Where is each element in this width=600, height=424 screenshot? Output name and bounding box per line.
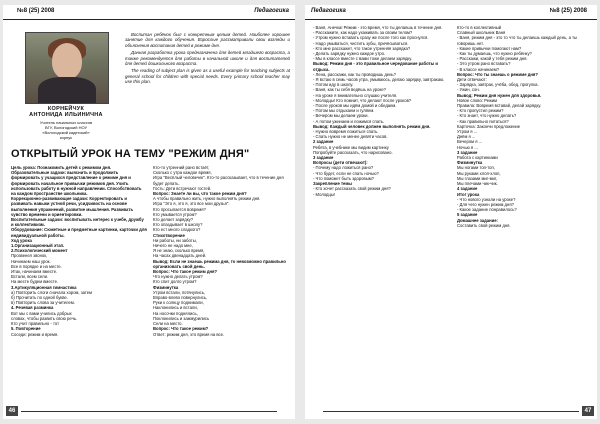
text-line: Ни работы, ни заботы, bbox=[153, 237, 197, 243]
text-line: Вывод: Каждый человек должен выполнять режим дня. bbox=[313, 123, 431, 129]
footer-rule bbox=[323, 411, 579, 412]
text-line: Ничего не надо мне, bbox=[153, 243, 193, 249]
left-page-header bbox=[3, 5, 295, 20]
text-line: 2 задание bbox=[313, 139, 334, 145]
text-line: Новое слово: Режим bbox=[457, 97, 498, 103]
text-line: - Ужин, сон. bbox=[457, 87, 480, 93]
text-line: Сели на место. bbox=[153, 321, 183, 327]
text-line: - Потом иду в школу. bbox=[313, 82, 354, 88]
text-line: - Кто пропустил режим? bbox=[457, 108, 504, 114]
text-line: Кто умывается утром? bbox=[153, 211, 197, 217]
footer-rule bbox=[21, 411, 277, 412]
article-abstract: Воспитан ребёнок был с конкретным целым детей. Наиболее хорошее занятие для каждого обучения. Взрослые рассматривали свои взгляды и объяснения воспитания детей в режиме дня. Данная разработка урока предназначена для детей младшего возраста, а также рекомендуется для работы в начальной школе и для воспитателей для детей дошкольного возраста. The reading of subject plan is given as a useful example for teaching subjects at general school for children with special needs. Every primary school teacher may use this plan. bbox=[125, 32, 290, 85]
text-line: - Какие привычки помогают нам? bbox=[457, 45, 522, 51]
text-line: - Молодцы! bbox=[313, 191, 336, 197]
text-line: Прозвенел звонок, bbox=[11, 253, 48, 259]
author-position: Учитель начальных классов ВГУ, Вологодский НОУ «Вологодский кадетский» корпус bbox=[39, 120, 93, 140]
text-line: Закрепление темы bbox=[313, 181, 352, 187]
text-line: Физминутка bbox=[457, 160, 483, 166]
text-line: 3 задание bbox=[313, 155, 334, 161]
text-line: б) Прочитать по одной букве. bbox=[11, 295, 68, 301]
text-line: Кто спит долго утром? bbox=[153, 279, 197, 285]
text-line: Вывод: Если не знаешь режима дня, то невозможно правильно организовать свой день. bbox=[153, 258, 286, 269]
right-page bbox=[305, 5, 597, 419]
text-line: Руки к солнцу поднимали, bbox=[153, 300, 204, 306]
text-line: Коррекционно-развивающие задачи: Корректировать и развивать навыки устной речи, усидчивость на основе выполнения упражнений, развитие мышления. Развивать чувство времени и ориентировки. bbox=[11, 196, 134, 217]
text-line: На месте будем вместе. bbox=[11, 279, 59, 285]
text-line: - Почему надо ложиться рано? bbox=[313, 165, 374, 171]
author-surname: КОРНЕЙЧУК bbox=[47, 106, 85, 112]
text-line: 5. Повторение bbox=[11, 326, 41, 332]
text-line: Сколько с утра каждое время, bbox=[153, 170, 212, 176]
text-line: - Молодцы! Кто помнит, что делают после уроков? bbox=[313, 97, 412, 103]
text-line: Оборудование: Сюжетные и предметные картинки, карточки для индивидуальной работы. bbox=[11, 227, 147, 238]
text-line: - Вечером мы делаем уроки. bbox=[313, 113, 369, 119]
text-line: словах, чтобы развить свою речь. bbox=[11, 315, 78, 321]
section-name: Педагогика bbox=[254, 8, 289, 14]
text-line: Вправо-влево повернулись, bbox=[153, 295, 208, 301]
right-page-column-1 bbox=[313, 25, 451, 400]
page-number: 46 bbox=[6, 406, 18, 416]
text-line: - Как ты думаешь, что нужно ребёнку? bbox=[457, 51, 532, 57]
text-line: Что нужно делать утром? bbox=[153, 274, 203, 280]
text-line: Славный школьник Ваня bbox=[457, 30, 506, 36]
text-line: Соседи: режим и время. bbox=[11, 331, 59, 337]
text-line: - Что поможет быть здоровым? bbox=[313, 175, 374, 181]
text-line: 4. Речевая разминка bbox=[11, 305, 54, 311]
text-line: - Нужно вовремя ложиться спать. bbox=[313, 129, 379, 135]
text-line: в) Повторить слова за учителем. bbox=[11, 300, 75, 306]
text-line: Домашнее задание: bbox=[457, 217, 498, 223]
text-line: Вопросы (дети отвечают): bbox=[313, 160, 368, 166]
text-line: Цель урока: Познакомить детей с режимом дня. bbox=[11, 165, 112, 170]
text-line: - Зарядка, завтрак, учёба, обед, прогулка. bbox=[457, 82, 539, 88]
text-line: - Кто мне расскажет, что такое утренняя зарядка? bbox=[313, 45, 411, 51]
text-line: Я не знаю, сколько время, bbox=[153, 248, 205, 254]
text-line: 3.Артикуляционная гимнастика bbox=[11, 284, 77, 290]
text-line: - Ваня, Анечка! Режим - это время, что ты делаешь в течение дня. bbox=[313, 25, 443, 30]
text-line: Вот мы с вами учились добрых bbox=[11, 310, 72, 316]
text-line: Кто просыпается вовремя? bbox=[153, 206, 206, 212]
text-line: Кто делает зарядку? bbox=[153, 217, 194, 223]
text-line: - А потом ужинаем и ложимся спать. bbox=[313, 118, 385, 124]
text-line: - В классе начинаем? bbox=[457, 66, 500, 72]
text-line: Гость: Дети встречают гостей. bbox=[153, 185, 212, 191]
text-line: - После уроков мы идём домой и обедаем. bbox=[313, 103, 397, 109]
text-line: Встали, всем сели. bbox=[11, 274, 49, 280]
text-line: Ответ: режим дня, это время на все. bbox=[153, 331, 225, 337]
text-line: Образовательные задачи: выяснить и продолжить формировать у учащихся представление о режиме дня и формировать начальное привычки режимов дня. Учить использовать работу в нужной направлении. Способствовать на каждом пространстве школьника. bbox=[11, 170, 142, 197]
text-line: Начинаем наш урок. bbox=[11, 258, 51, 264]
right-page-header bbox=[305, 5, 597, 20]
text-line: Кто-то в коллективный bbox=[457, 25, 502, 30]
text-line: Игра "Весёлый человечек". Кто-то рассказывает, что в течение дня будет делать. bbox=[153, 175, 284, 186]
text-line: Составить свой режим дня. bbox=[457, 222, 511, 228]
text-line: - Ваня, режим дня - это то что ты делаешь каждый день, а ты говоришь нет. bbox=[457, 35, 577, 46]
right-page-column-2 bbox=[457, 25, 591, 400]
text-line: 5 задание bbox=[457, 212, 478, 218]
text-line: На носочки поднялись, bbox=[153, 310, 198, 316]
text-line: Кто-то утренний рано встаёт, bbox=[153, 165, 210, 170]
text-line: Ночью я ... bbox=[457, 144, 478, 150]
text-line: Кто ест много сладкого? bbox=[153, 227, 201, 233]
text-line: Мы глазами миг-миг, bbox=[457, 175, 497, 181]
author-photo bbox=[25, 32, 109, 104]
text-line: - Это утром рано вставать? bbox=[457, 61, 511, 67]
text-line: Днём я ... bbox=[457, 134, 476, 140]
text-line: Игра "Это я, это я, это все мои друзья". bbox=[153, 201, 230, 207]
text-line: Кто опаздывает в школу? bbox=[153, 222, 203, 228]
text-line: Итог урока bbox=[457, 191, 480, 197]
author-given-name: АНТОНИДА ИЛЬИНИЧНА bbox=[29, 112, 103, 118]
left-page bbox=[3, 5, 295, 419]
text-line: - Ваня, как ты себя ведёшь на уроке? bbox=[313, 87, 386, 93]
text-line: - Спать нужно не менее девяти часов. bbox=[313, 134, 388, 140]
text-line: Вывод: Режим дня нужен для здоровья. bbox=[457, 92, 542, 98]
issue-number: №8 (25) 2008 bbox=[17, 8, 55, 14]
text-line: - Какое задание понравилось? bbox=[457, 207, 517, 213]
text-line: А чтобы правильно жить, нужно выполнять режим дня. bbox=[153, 196, 261, 202]
text-line: - Кто хочет рассказать свой режим дня? bbox=[313, 186, 391, 192]
text-line: Итак, начинаем вместе. bbox=[11, 269, 58, 275]
text-line: Физминутка bbox=[153, 284, 179, 290]
text-line: Утром я ... bbox=[457, 129, 478, 135]
text-line: Поклонились и зажмурились bbox=[153, 315, 210, 321]
text-line: Попробуйте рассказать, что нарисовано. bbox=[313, 149, 393, 155]
text-line: Правила: Вовремя вставай, делай зарядку. bbox=[457, 103, 542, 109]
text-line: Мы руками хлоп-хлоп, bbox=[457, 170, 501, 176]
text-line: Стихотворение bbox=[153, 232, 185, 238]
text-line: Все в порядке и на месте. bbox=[11, 263, 62, 269]
text-line: Мы ногами топ-топ, bbox=[457, 165, 495, 171]
text-line: - Утром нужно вставать сразу же после того как проснулся. bbox=[313, 35, 429, 41]
text-line: - Потом мы отдыхаем и гуляем. bbox=[313, 108, 375, 114]
text-line: - Я встаю в семь часов утра, умываюсь, делаю зарядку, завтракаю. bbox=[313, 77, 445, 83]
text-line: Вечером я ... bbox=[457, 139, 483, 145]
text-line: - Делать зарядку нужно каждое утро. bbox=[313, 51, 386, 57]
text-line: 1.Организационный этап. bbox=[11, 243, 65, 249]
text-line: Вопрос: Что такое режим дня? bbox=[153, 269, 218, 275]
text-line: Карточка: Закончи предложение bbox=[457, 123, 521, 129]
text-line: - Для чего нужен режим дня? bbox=[457, 201, 514, 207]
text-line: - Что будет, если не спать ночью? bbox=[313, 170, 379, 176]
text-line: Ход урока bbox=[11, 237, 32, 243]
page-number: 47 bbox=[582, 406, 594, 416]
text-line: Дети отвечают: bbox=[457, 77, 487, 83]
text-line: Мы плечами чик-чик. bbox=[457, 181, 498, 187]
text-line: а) Повторить слоги сначала хором, затем bbox=[11, 289, 92, 295]
text-line: - Мы в классе вместе с вами тоже делаем зарядку. bbox=[313, 56, 413, 62]
section-name: Педагогика bbox=[311, 8, 346, 14]
text-line: Ребята, в учебнике мы видим картинку bbox=[313, 144, 389, 150]
text-line: - Расскажите, как надо ухаживать за своим телом? bbox=[313, 30, 413, 36]
text-line: 4 задание bbox=[457, 186, 478, 192]
text-line: - Расскажи, какой у тебя режим дня. bbox=[457, 56, 528, 62]
text-line: 3 задание bbox=[457, 149, 478, 155]
text-line: Вывод: Режим дня - это правильное чередование работы и отдыха. bbox=[313, 61, 438, 72]
text-line: Вопрос: Что такое режим? bbox=[153, 326, 209, 332]
text-line: - Что нового узнали на уроке? bbox=[457, 196, 516, 202]
text-line: - Кто знает, что нужно делать? bbox=[457, 113, 517, 119]
text-line: На часах двенадцать дней. bbox=[153, 253, 207, 259]
article-title: ОТКРЫТЫЙ УРОК НА ТЕМУ "РЕЖИМ ДНЯ" bbox=[11, 148, 250, 160]
text-line: Вопрос: Что ты знаешь о режиме дня? bbox=[457, 71, 538, 77]
text-line: Воспитательные задачи: воспитывать интерес к учебе, дружбу и коллективизм. bbox=[11, 217, 144, 228]
text-line: Наклонились и встали, bbox=[153, 305, 198, 311]
left-page-column-2 bbox=[153, 165, 289, 400]
text-line: Вопрос: Знаете ли вы, что такое режим дня? bbox=[153, 191, 247, 197]
text-line: - Надо умываться, чистить зубы, причёсываться. bbox=[313, 40, 409, 46]
text-line: Утром встали, потянулись, bbox=[153, 289, 206, 295]
text-line: - Лена, расскажи, как ты проводишь день? bbox=[313, 71, 396, 77]
left-page-column-1 bbox=[11, 165, 147, 400]
text-line: 2.Психологический момент bbox=[11, 248, 68, 254]
text-line: Работа с картинками bbox=[457, 155, 498, 161]
text-line: Кто учит правильно - тот bbox=[11, 321, 60, 327]
issue-number: №8 (25) 2008 bbox=[549, 8, 587, 14]
text-line: - На уроке я внимательно слушаю учителя. bbox=[313, 92, 398, 98]
text-line: - Как правильно питаться? bbox=[457, 118, 509, 124]
author-block bbox=[11, 106, 121, 140]
